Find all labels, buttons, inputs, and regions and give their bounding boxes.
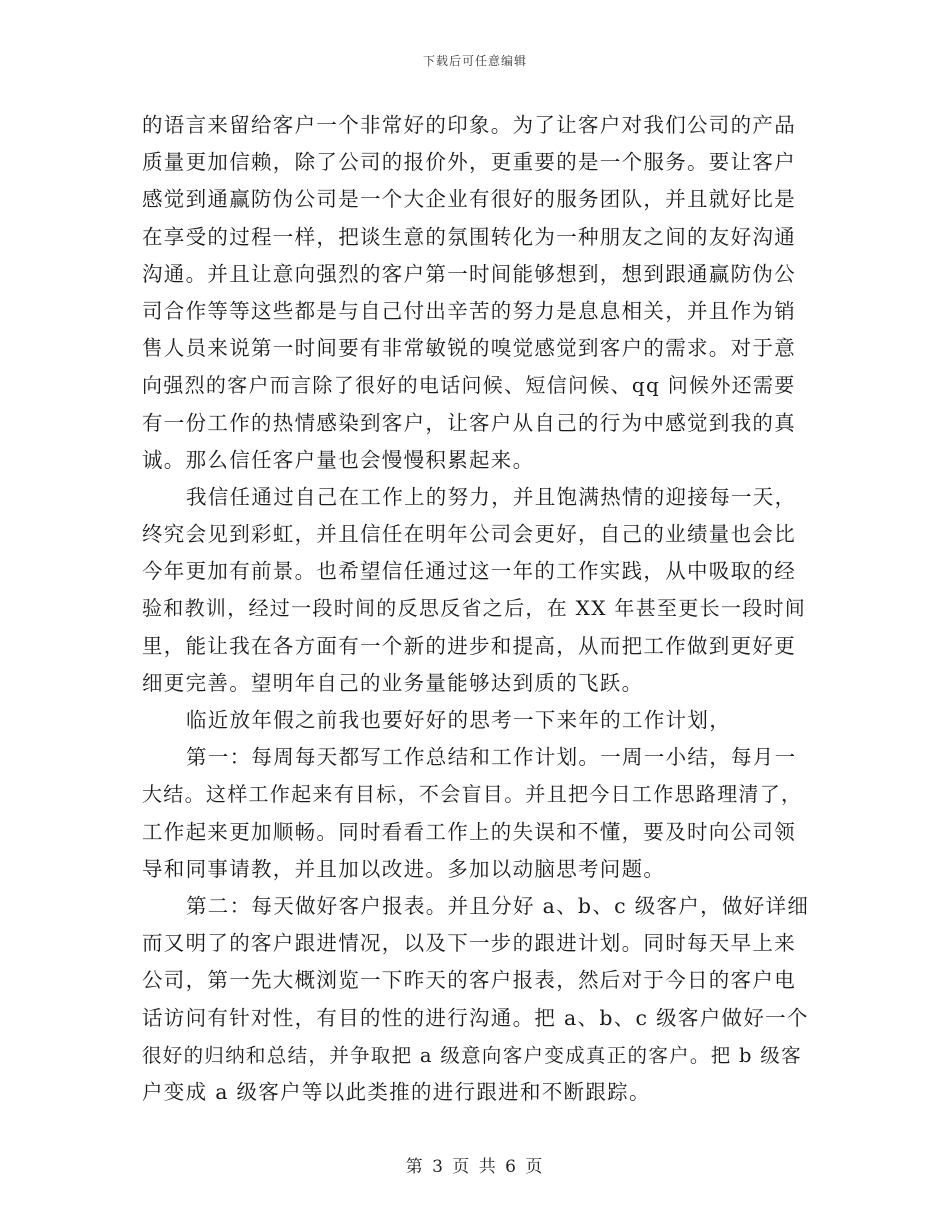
page-header: 下载后可任意编辑 <box>422 54 527 68</box>
text-line: 里，能让我在各方面有一个新的进步和提高，从而把工作做到更好更 <box>142 633 796 658</box>
text-line: 细更完善。望明年自己的业务量能够达到质的飞跃。 <box>142 670 644 695</box>
text-line: 户变成 a 级客户等以此类推的进行跟进和不断跟踪。 <box>142 1079 651 1104</box>
text-line: 工作起来更加顺畅。同时看看工作上的失误和不懂，要及时向公司领 <box>142 819 796 844</box>
text-line: 今年更加有前景。也希望信任通过这一年的工作实践，从中吸取的经 <box>142 559 796 584</box>
text-line: 话访问有针对性，有目的性的进行沟通。把 a、b、c 级客户做好一个 <box>142 1005 809 1030</box>
text-line: 大结。这样工作起来有目标，不会盲目。并且把今日工作思路理清了， <box>142 782 803 807</box>
text-line: 临近放年假之前我也要好好的思考一下来年的工作计划， <box>186 708 731 732</box>
text-line: 沟通。并且让意向强烈的客户第一时间能够想到，想到跟通赢防伪公 <box>142 261 796 286</box>
text-line: 质量更加信赖，除了公司的报价外，更重要的是一个服务。要让客户 <box>142 150 796 175</box>
text-line: 的语言来留给客户一个非常好的印象。为了让客户对我们公司的产品 <box>142 113 796 137</box>
text-line: 在享受的过程一样，把谈生意的氛围转化为一种朋友之间的友好沟通 <box>142 224 796 249</box>
text-line: 而又明了的客户跟进情况，以及下一步的跟进计划。同时每天早上来 <box>142 931 796 956</box>
text-line: 感觉到通赢防伪公司是一个大企业有很好的服务团队，并且就好比是 <box>142 187 796 212</box>
document-body <box>142 107 808 1111</box>
text-line: 很好的归纳和总结，并争取把 a 级意向客户变成真正的客户。把 b 级客 <box>142 1043 802 1067</box>
text-line: 有一份工作的热情感染到客户，让客户从自己的行为中感觉到我的真 <box>142 410 796 435</box>
text-line: 验和教训，经过一段时间的反思反省之后，在 XX 年甚至更长一段时间 <box>142 596 807 621</box>
text-line: 诚。那么信任客户量也会慢慢积累起来。 <box>142 447 535 472</box>
text-line: 导和同事请教，并且加以改进。多加以动脑思考问题。 <box>142 856 666 881</box>
page-footer: 第 3 页 共 6 页 <box>405 1157 545 1177</box>
text-line: 终究会见到彩虹，并且信任在明年公司会更好，自己的业绩量也会比 <box>142 522 796 547</box>
text-line: 第二：每天做好客户报表。并且分好 a、b、c 级客户，做好详细 <box>186 893 810 918</box>
text-line: 我信任通过自己在工作上的努力，并且饱满热情的迎接每一天， <box>186 484 797 509</box>
text-line: 第一：每周每天都写工作总结和工作计划。一周一小结，每月一 <box>186 745 797 770</box>
text-line: 售人员来说第一时间要有非常敏锐的嗅觉感觉到客户的需求。对于意 <box>142 336 796 361</box>
text-line: 向强烈的客户而言除了很好的电话问候、短信问候、qq 问候外还需要 <box>142 373 796 398</box>
text-line: 公司，第一先大概浏览一下昨天的客户报表，然后对于今日的客户电 <box>142 968 796 993</box>
text-line: 司合作等等这些都是与自己付出辛苦的努力是息息相关，并且作为销 <box>142 298 796 323</box>
